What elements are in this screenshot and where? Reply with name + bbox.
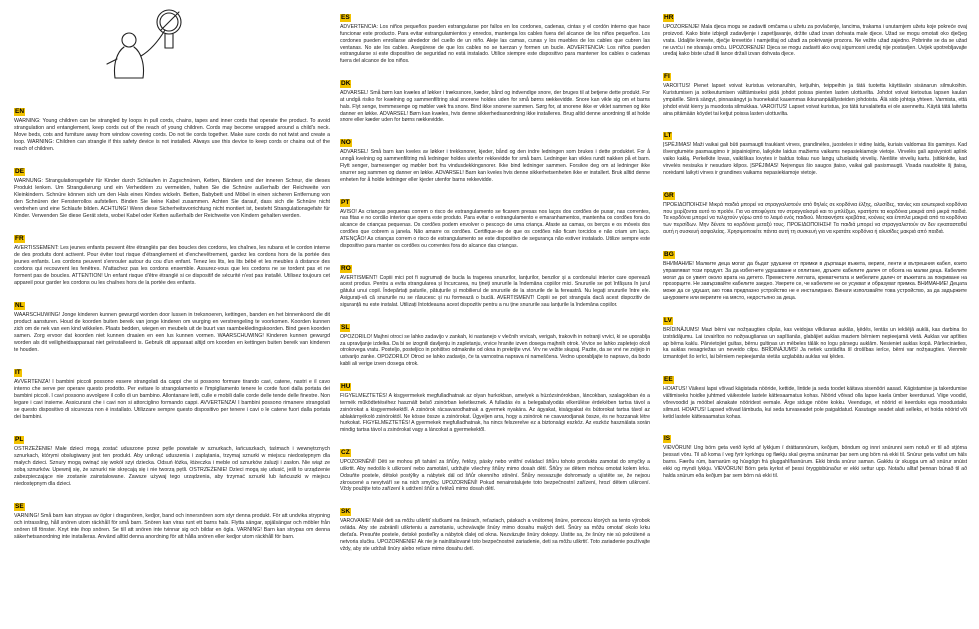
language-code: EE (664, 376, 673, 384)
warning-section-nl (14, 294, 330, 354)
warning-section-fr (14, 227, 330, 287)
warning-section-gr (663, 184, 967, 236)
warning-text: OPOZORILO! Majhni otroci se lahko zadavijo v zankah, ki nastanejo v vlečnih vrvicah, verigah, trakovih in notranji vrvici, ki se uporablja za upravljanje izdelka. Da bi se izognili davljenju in zapletanju, vrvice hranite izven dosega majhnih otrok. Vrvice se lahko zapletejo okoli otrokovega vratu. Posteljo, posteljico in pohištvo odmaknite od okna in prekrijte vrvi. Vrv ne vežite skupaj. Pazite, da se vrvi ne zvijejo in ustvarijo zanke. OPOZORILO! Otroci se lahko zadavijo, če ta varnostna naprava ni nameščena. Vedno uporabljajte to napravo, da bodo kabli ali verige izven dosega otrok. (340, 333, 650, 368)
language-code: LV (664, 316, 672, 324)
column-3 (663, 6, 967, 629)
warning-section-cz (340, 441, 650, 493)
warning-text: AVERTISSEMENT: Les jeunes enfants peuvent être étranglés par des boucles des cordons, les chaînes, les rubans et le cordon interne de des produits dont activent. Pour éviter tout risque d'étranglement et d'enchevêtrement, gardez les cordons hors de la portée des jeunes enfants. Les cordons peuvent s'enrouler autour du cou d'un enfant. Tenez les lits, les lits bébé et les meubles à distance des cordons qui recouvrent les fenêtres. N'attachez pas les cordons ensemble. Assurez-vous que les cordons ne se tordent pas et ne forment pas de boucles. ATTENTION! Un enfant risque d'être étranglé si ce dispositif de sécurité n'est pas installé. Utilisez toujours cet appareil pour garder les cordons ou les chaînes hors de la portée des enfants. (14, 245, 330, 286)
warning-section-de (14, 160, 330, 220)
warning-section-hu (340, 375, 650, 434)
warning-text: OSTRZEŻENIE! Małe dzieci mogą zostać uduszone przez pętle powstałe w sznurkach, łańcuszkach, taśmach i wewnętrznych sznurkach, którymi obsługiwany jest ten produkt. Aby uniknąć uduszenia i zaplątania, trzymaj sznurki w miejscu niedostępnym dla małych dzieci. Sznury mogą owinąć się wokół szyi dziecka. Odsuń łóżka, łóżeczka i meble od sznurków żaluzji i zasłon. Nie wiąż ze sobą sznurków. Upewnij się, że sznurki nie skręcają się i nie tworzą pętli. OSTRZEŻENIE! Dzieci mogą się udusić, jeśli to urządzenie zabezpieczające nie zostanie zainstalowane. Zawsze używaj tego urządzenia, aby trzymać sznurki lub łańcuszki w miejscu niedostępnym dla dzieci. (14, 446, 330, 487)
warning-section-it (14, 361, 330, 421)
language-code: DE (15, 168, 25, 175)
language-code: HU (341, 383, 351, 390)
warning-text: VARNING! Små barn kan strypas av öglor i dragsnören, kedjor, band och innersnören som styr denna produkt. För att undvika strypning och intrassling, håll snören utom räckhåll för små barn. Snören kan viras runt ett barns hals. Flytta sängar, spjälsängar och möbler från snören till fönster. Knyt inte ihop snören. Se till att snören inte tvinnar sig och bildar en ögla. VARNING! Barn kan strypas om denna säkerhetsanordning inte installeras. Använd alltid denna anordning för att hålla snören eller kedjor utom räckhåll för barn. (14, 513, 330, 540)
warning-text: BRĪDINĀJUMS! Mazi bērni var nožņaugties cilpās, kas veidojas vilkšanas auklās, ķēdēs, lentās un iekšējā auklā, kas darbina šo izstrādājumu. Lai izvairītos no nožņaugšanas un sapīšanās, glabājiet auklas maziem bērniem nepieejamā vietā. Auklas var aptīties ap bērna kaklu. Pārvietojiet gultas, bērnu gultiņas un mēbeles tālāk no logu pārsegu auklām. Nesieniet auklas kopā. Pārliecinieties, ka auklas nesagriežas un neveido cilpu. BRĪDINĀJUMS! Ja netiek uzstādīta šī drošības ierīce, bērni var nožņaugties. Vienmēr izmantojiet šo ierīci, lai bērniem nepieejamās vietās uzglabātu auklas vai ķēdes. (663, 326, 967, 361)
warning-text: UPOZORENJE! Mala djeca mogu se zadaviti omčama u užetu za povlačenje, lancima, trakama i unutarnjem užetu koje pokreće ovaj proizvod. Kako biste izbjegli zadavljenje i zapetljavanje, držite užad izvan dohvata male djece. Užad se mogu omotati oko dječjeg vrata. Udaljite krevete, dječje krevetiće i namještaj od užadi za pokrivanje prozora. Ne vežite užad zajedno. Pobrinite se da se užad ne uvrću i ne stvaraju omču. UPOZORENJE! Djeca se mogu zadaviti ako ovaj sigurnosni uređaj nije postavljen. Uvijek upotrebljavajte uređaj kako biste užad ili lance držali izvan dohvata djece. (663, 24, 967, 58)
warning-section-pl (14, 428, 330, 488)
warning-text: WAARSCHUWING! Jonge kinderen kunnen gewurgd worden door lussen in treksnoeren, kettingen, banden en het binnenkoord die dit product aansturen. Houd de koorden buiten bereik van jonge kinderen om wurging en verstrengeling te voorkomen. Koorden kunnen zich om de nek van een kind wikkelen. Plaats bedden, wiegen en meubels uit de buurt van raambekledingskoorden. Bind geen koorden samen. Zorg ervoor dat koorden niet kunnen draaien en een lus kunnen vormen. WAARSCHUWING! Kinderen kunnen gewurgd worden als dit veiligheidsapparaat niet geïnstalleerd is. Gebruik dit apparaat altijd om koorden en kettingen buiten bereik van kinderen te houden. (14, 312, 330, 353)
safety-illustration (95, 4, 215, 94)
language-code: FI (664, 73, 670, 81)
warning-text: AVVERTENZA! I bambini piccoli possono essere strangolati da cappi che si possono formare tirando cavi, catene, nastri e il cavo interno che serve per operare questo prodotto. Per evitare lo strangolamento e l'impigliamento tenere le corde fuori dalla portata dei bambini piccoli. I cavi possono avvolgere il collo di un bambino. Allontanare letti, culle e mobili dalle corde delle tende delle finestre. Non legare i cavi insieme. Assicurarsi che i cavi non si attorciglino formando cappi. AVVERTENZA! I bambini possono rimanere strangolati se questo dispositivo di sicurezza non è installato. Utilizzare sempre questo dispositivo per tenere i cavi o le catene fuori dalla portata dei bambini. (14, 379, 330, 420)
warning-section-no (340, 131, 650, 183)
warning-section-bg (663, 243, 967, 302)
column-2 (340, 6, 650, 629)
warning-text: WARNUNG: Strangulationsgefahr für Kinder durch Schlaufen in Zugschnüren, Ketten, Bändern und der inneren Schnur, die dieses Produkt lenken. Um Strangulierung und ein Verheddern zu vermeiden, halten Sie die Schnüre außerhalb der Reichweite von Kleinkindern. Schnüre können sich um den Hals eines Kindes wickeln. Betten, Babybett und Möbel in einen sicheren Entfernung von den Schnüren der Fensterrollos aufstellen. Binden Sie keine Kabel zusammen. Achten Sie darauf, dass sich die Schnüre nicht verdrehen und eine Schlaufe bilden. ACHTUNG! Wenn diese Sicherheitsvorrichtung nicht montiert ist, besteht Strangulationsgefahr für Kinder. Verwenden Sie diese Gerät stets, wobei Kabel oder Ketten außerhalb der Reichweite von Kindern gehalten werden. (14, 178, 330, 219)
warning-text: ĮSPĖJIMAS! Maži vaikai gali būti pasmaugti traukiant virves, grandinėles, juosteles ir vidinę laidą, kuriais valdomas šis gaminys. Kad išvengtumėte pasmaugimo ir įsipainiojimo, laikykite laidus mažiems vaikams nepasiekiamoje vietoje. Virvelės gali apsivynioti aplink vaiko kaklą. Perkelkite lovas, vaikiškas lovytes ir baldus toliau nuo langų užuolaidų virvelių. Nerišite virvelių kartu. Įsitikinkite, kad virvelės nesisuka ir nesudaro kilpos. ĮSPĖJIMAS! Neįrengus šio saugos įtaiso, vaikai gali pasismaugti. Visada naudokite šį įtaisą, norėdami laikyti virves ir grandines vaikams nepasiekiamoje vietoje. (663, 142, 967, 176)
warning-text: ВНИМАНИЕ! Малките деца могат да бъдат удушени от примки в дърпащи въжета, вериги, ленти и вътрешния кабел, които управляват този продукт. За да избегнете удушаване и оплитане, дръжте кабелите далеч от обсега на малки деца. Кабелите могат да се увият около врата на детето. Преместете леглата, креватчетата и мебелите далеч от въжетата за покриване на прозорците. Не завързвайте кабелите заедно. Уверете се, че кабелите не се усукват и образуват примка. ВНИМАНИЕ! Децата може да се удушат, ако това предпазно устройство не е инсталирано. Винаги използвайте това устройство, за да задържите шнуровете или веригите на място, недостъпно за деца. (663, 260, 967, 302)
language-code: CZ (341, 449, 350, 457)
language-code: EN (15, 108, 25, 115)
warning-section-fi (663, 65, 967, 117)
warning-section-es (340, 6, 650, 65)
language-code: PL (15, 436, 24, 443)
warning-text: HOIATUS! Väikesi lapsi võivad kägistada nööride, kettide, lintide ja seda toodet käitava sisenööri aasad. Kägistamise ja takerdumise vältimiseks hoidke juhtmed väikestele lastele kättesaamatus kohas. Nöörid võivad olla lapse kaela ümber keerdunud. Viige voodid, võrevoodid ja mööbel aknakate nööridest eemale. Ärge siduge nööre kokku. Veenduge, et nöörid ei keerduks ega moodustaks silmust. HOIATUS! Lapsed võivad lämbuda, kui seda turvaseadet pole paigaldatud. Kasutage seadet alati selleks, et hoida nöörid või ketid lastele kättesaamatus kohas. (663, 386, 967, 420)
warning-section-dk (340, 72, 650, 124)
warning-section-sk (340, 500, 650, 552)
warning-section-se (14, 495, 330, 541)
language-code: ES (341, 14, 350, 21)
language-code: IT (15, 369, 21, 376)
warning-text: ADVARSEL! Små barn kan kveles av løkker i trekksnorer, kjeder, bånd og den indre ledningen som brukes i dette produktet. For å unngå kvelning og sammenfiltring må ledninger holdes utenfor rekkevidde for små barn. Ledninger kan vikles rundt nakken på et barn. Flytt senger, barnesenger og møbler bort fra vindusdekkingsnorer. Ikke bind ledninger sammen. Forsikre deg om at ledninger ikke snurrer seg sammen og danner en løkke. ADVARSEL! Barn kan kveles hvis denne sikkerhetsenheten ikke er installert. Bruk alltid denne enheten for å holde ledninger eller kjeder utenfor barns rekkevidde. (340, 149, 650, 183)
language-code: SK (341, 508, 351, 516)
warning-text: VIÐVÖRUN! Ung börn geta verið kyrkt af lykkjum í dráttarsnúrum, keðjum, böndum og innri snúrunni sem notuð er til að stjórna þessari vöru. Til að koma í veg fyrir kyrkingu og flækju skal geyma snúrurnar þar sem ung börn ná ekki til. Snúrur geta vafist um háls barns. Færðu rúm, barnarúm og húsgögn frá gluggahlífasnúrum. Ekki binda snúrur saman. Gakktu úr skugga um að snúrur snúist ekki og myndi lykkju. VIÐVÖRUN! Börn geta kyrkst ef þessi öryggisbúnaður er ekki settur upp. Notaðu alltaf þennan búnað til að halda snúrum eða keðjum þar sem börn ná ekki til. (663, 445, 967, 479)
warning-section-ee (663, 368, 967, 420)
language-code: GR (664, 191, 674, 199)
warning-text: FIGYELMEZTETÉS! A kisgyermekek megfulladhatnak az olyan hurkokban, amelyek a húzózsinórokban, láncokban, szalagokban és a termék működtetéséhez használt belső zsinórban keletkeznek. A fulladás és a belegabalyodás elkerülése érdekében tartsa távol a zsinórokat a kisgyermekektől. A zsinórok rácsavarodhatnak a gyermek nyakára. Az ágyakat, kiságyakat és bútorokat tartsa távol az ablakárnyékoló zsinóroktól. Ne kösse össze a zsinórokat. Ügyeljen arra, hogy a zsinórok ne csavarodjanak össze, és ne hozzanak létre hurkokat. FIGYELMEZTETÉS! A gyermekek megfulladhatnak, ha nincs felszerelve ez a biztonsági eszköz. Az eszköz használata során mindig tartsa távol a zsinórokat vagy a láncokat a gyermekektől. (340, 393, 650, 434)
warning-section-ro (340, 257, 650, 309)
warning-section-pt (340, 191, 650, 250)
warning-text: AVISO! As crianças pequenas correm o risco de estrangulamento se ficarem presas nos laços dos cordões de puxar, nas correntes, nas fitas e no cordão interior que opera este produto. Para evitar o estrangulamento e emaranhamentos, mantenha os cordões fora do alcance de crianças pequenas. Os cordões podem envolver o pescoço de uma criança. Afaste as camas, os berços e os móveis dos cordões que cobrem a janela. Não amarre os cordões. Certifique-se de que os cordões não ficam torcidos e não criam um laço. ATENÇÃO! As crianças correm o risco de estrangulamento se este dispositivo de segurança não estiver instalado. Utilize sempre este dispositivo para manter os cordões ou correntes fora do alcance das crianças. (340, 208, 650, 249)
language-code: HR (664, 14, 674, 21)
language-code: DK (341, 80, 351, 88)
language-code: SE (15, 503, 24, 510)
warning-section-hr (663, 6, 967, 58)
warning-section-is (663, 427, 967, 479)
warning-text: UPOZORNĚNÍ! Děti se mohou při tahání za šňůry, řetězy, pásky nebo vnitřní ovládací šňůru tohoto produktu zamotat do smyčky a uškrtit. Aby nedošlo k uškrcení nebo zamotání, udržujte všechny šňůry mimo dosah dětí. Šňůry se dětem mohou omotat kolem krku. Odsuňte postele, dětské postýlky a nábytek dál od šňůr okenního stínění. Šňůry nesvazujte dohromady a ujistěte se, že nejsou zkroucené a nevytváří se na nich smyčky. UPOZORNĚNÍ! Pokud nenainstalujete toto bezpečnostní zařízení, hrozí dětem uškrcení. Vždy použijte toto zařízení k udržení šňůr a řetězů mimo dosah dětí. (340, 459, 650, 493)
warning-section-sl (340, 316, 650, 368)
warning-text: ADVERTENCIA: Los niños pequeños pueden estrangularse por fallos en los cordones, cadenas, cintas y el cordón interno que hace funcionar este producto. Para evitar estrangulamientos y enredos, mantenga los cables fuera del alcance de los niños pequeños. Los cordones pueden enrollarse alrededor del cuello de un niño. Aleje las camas, cunas y los muebles de los cables que cubren las ventanas. No ate los cables. Asegúrese de que los cables no se tuerzan y formen un bucle. ADVERTENCIA: Los niños pueden estrangularse si este dispositivo de seguridad no está instalado. Utilice siempre este dispositivo para mantener los cables o cadenas fuera del alcance de los niños. (340, 24, 650, 65)
warning-text: ADVARSEL! Små børn kan kvæles af løkker i trækssnore, kæder, bånd og indvendige snore, der bruges til at betjene dette produkt. For at undgå risiko for kvælning og sammenfiltring skal snorene holdes uden for små børns rækkevidde. Snore kan vikle sig om et barns hals. Flyt senge, tremmesenge og møbler væk fra snore. Bind ikke snorene sammen. Sørg for, at snorene ikke er viklet sammen og ikke danner en løkke. ADVARSEL! Børn kan kvæles, hvis denne sikkerhedsanordning ikke installeres. Brug altid denne anordning til at holde snore eller kæder uden for børns rækkevidde. (340, 90, 650, 124)
warning-section-lt (663, 124, 967, 176)
warning-text: WARNING: Young children can be strangled by loops in pull cords, chains, tapes and inner cords that operate the product. To avoid strangulation and entanglement, keep cords out of the reach of young children. Cords may become wrapped around a child's neck. Move beds, cots and furniture away from window covering cords. Do not tie cords together. Make sure cords do not twist and create a loop. WARNING: Children can strangle if this safety device is not installed. Always use this device to keep cords or chains out of the reach of children. (14, 118, 330, 152)
warning-text: ΠΡΟΕΙΔΟΠΟΙΗΣΗ! Μικρά παιδιά μπορεί να στραγγαλιστούν από θηλιές σε κορδόνια έλξης, αλυσίδες, ταινίες και εσωτερικά κορδόνια που χειρίζονται αυτό το προϊόν. Για να αποφύγετε τον στραγγαλισμό και το μπλέξιμο, κρατήστε τα κορδόνια μακριά από μικρά παιδιά. Τα κορδόνια μπορεί να τυλιχτούν γύρω από το λαιμό ενός παιδιού. Μετακινήστε κρεβάτια, κούνιες και έπιπλα μακριά από τα κορδόνια των περσίδων. Μην δένετε τα κορδόνια μεταξύ τους. ΠΡΟΕΙΔΟΠΟΙΗΣΗ! Τα παιδιά μπορεί να στραγγαλιστούν αν δεν εγκατασταθεί αυτή η συσκευή ασφαλείας. Χρησιμοποιείτε πάντα αυτή τη συσκευή για να κρατάτε κορδόνια ή αλυσίδες μακριά από παιδιά. (663, 201, 967, 236)
language-code: FR (15, 235, 24, 242)
warning-text: VAROITUS! Pienet lapset voivat kuristua vetonaruihin, ketjuihin, teippeihin ja tätä tuotetta käyttävän sisänarun silmukoihin. Kuristumisen ja sotkeutumisen välttämiseksi pidä johdot poissa pienten lasten ulottuvilta. Johdot voivat kietoutua lapsen kaulan ympärille. Siirrä sängyt, pinnasängyt ja huonekalut kauemmas ikkunanpäällysteiden johdoista. Älä sido johtoja yhteen. Varmista, että johdot eivät kierry ja muodosta silmukkaa. VAROITUS! Lapset voivat kuristua, jos tätä turvalaitetta ei ole asennettu. Käytä tätä laitetta aina pitämään köydet tai ketjut poissa lasten ulottuvilta. (663, 83, 967, 117)
language-code: PT (341, 198, 350, 206)
language-code: LT (664, 132, 672, 140)
language-code: NO (341, 139, 351, 147)
warning-text: VAROVANIE! Malé deti sa môžu uškrtiť slučkami na šnúrach, reťaziach, páskach a vnútornej šnúre, pomocou ktorých sa tento výrobok ovláda. Aby ste zabránili uškrteniu a zamotaniu, uchovávajte šnúry mimo dosahu malých detí. Šnúry sa môžu omotať okolo krku dieťaťa. Presuňte postele, detské postieľky a nábytok ďalej od okna. Nezväzujte šnúry dokopy. Uistite sa, že šnúry nie sú pokrútené a netvoria slučku. UPOZORNENIE! Ak nie je nainštalované toto bezpečnostné zariadenie, deti sa môžu uškrtiť. Toto zariadenie používajte vždy, aby ste udržali šnúry alebo reťaze mimo dosahu detí. (340, 518, 650, 552)
column-1 (14, 100, 330, 629)
warning-section-en (14, 100, 330, 153)
language-code: BG (664, 250, 674, 258)
warning-text: AVERTISMENT! Copiii mici pot fi sugrumați de bucla la tragerea snururilor, lanțurilor, benzilor și a cordonului interior care operează acest produs. Pentru a evita strangularea și încurcarea, nu țineți snururile la îndemâna copiilor mici. Snururile se pot înfășura în jurul gâtului unui copil. Îndepărtați paturile, pătuțurile și mobilierul de snururile de la storurile de la fereastră. Nu legați snururile între ele. Asigurați-vă că snururile nu se răsucesc și nu formează o buclă. AVERTISMENT! Copiii se pot strangula dacă acest dispozitiv de siguranță nu este instalat. Utilizați întotdeauna acest dispozitiv pentru a nu ține snururile sau lanțurile la îndemâna copiilor. (340, 274, 650, 308)
warning-section-lv (663, 309, 967, 361)
language-code: SL (341, 323, 350, 331)
language-code: NL (15, 302, 24, 309)
language-code: IS (664, 435, 671, 443)
language-code: RO (341, 264, 351, 272)
